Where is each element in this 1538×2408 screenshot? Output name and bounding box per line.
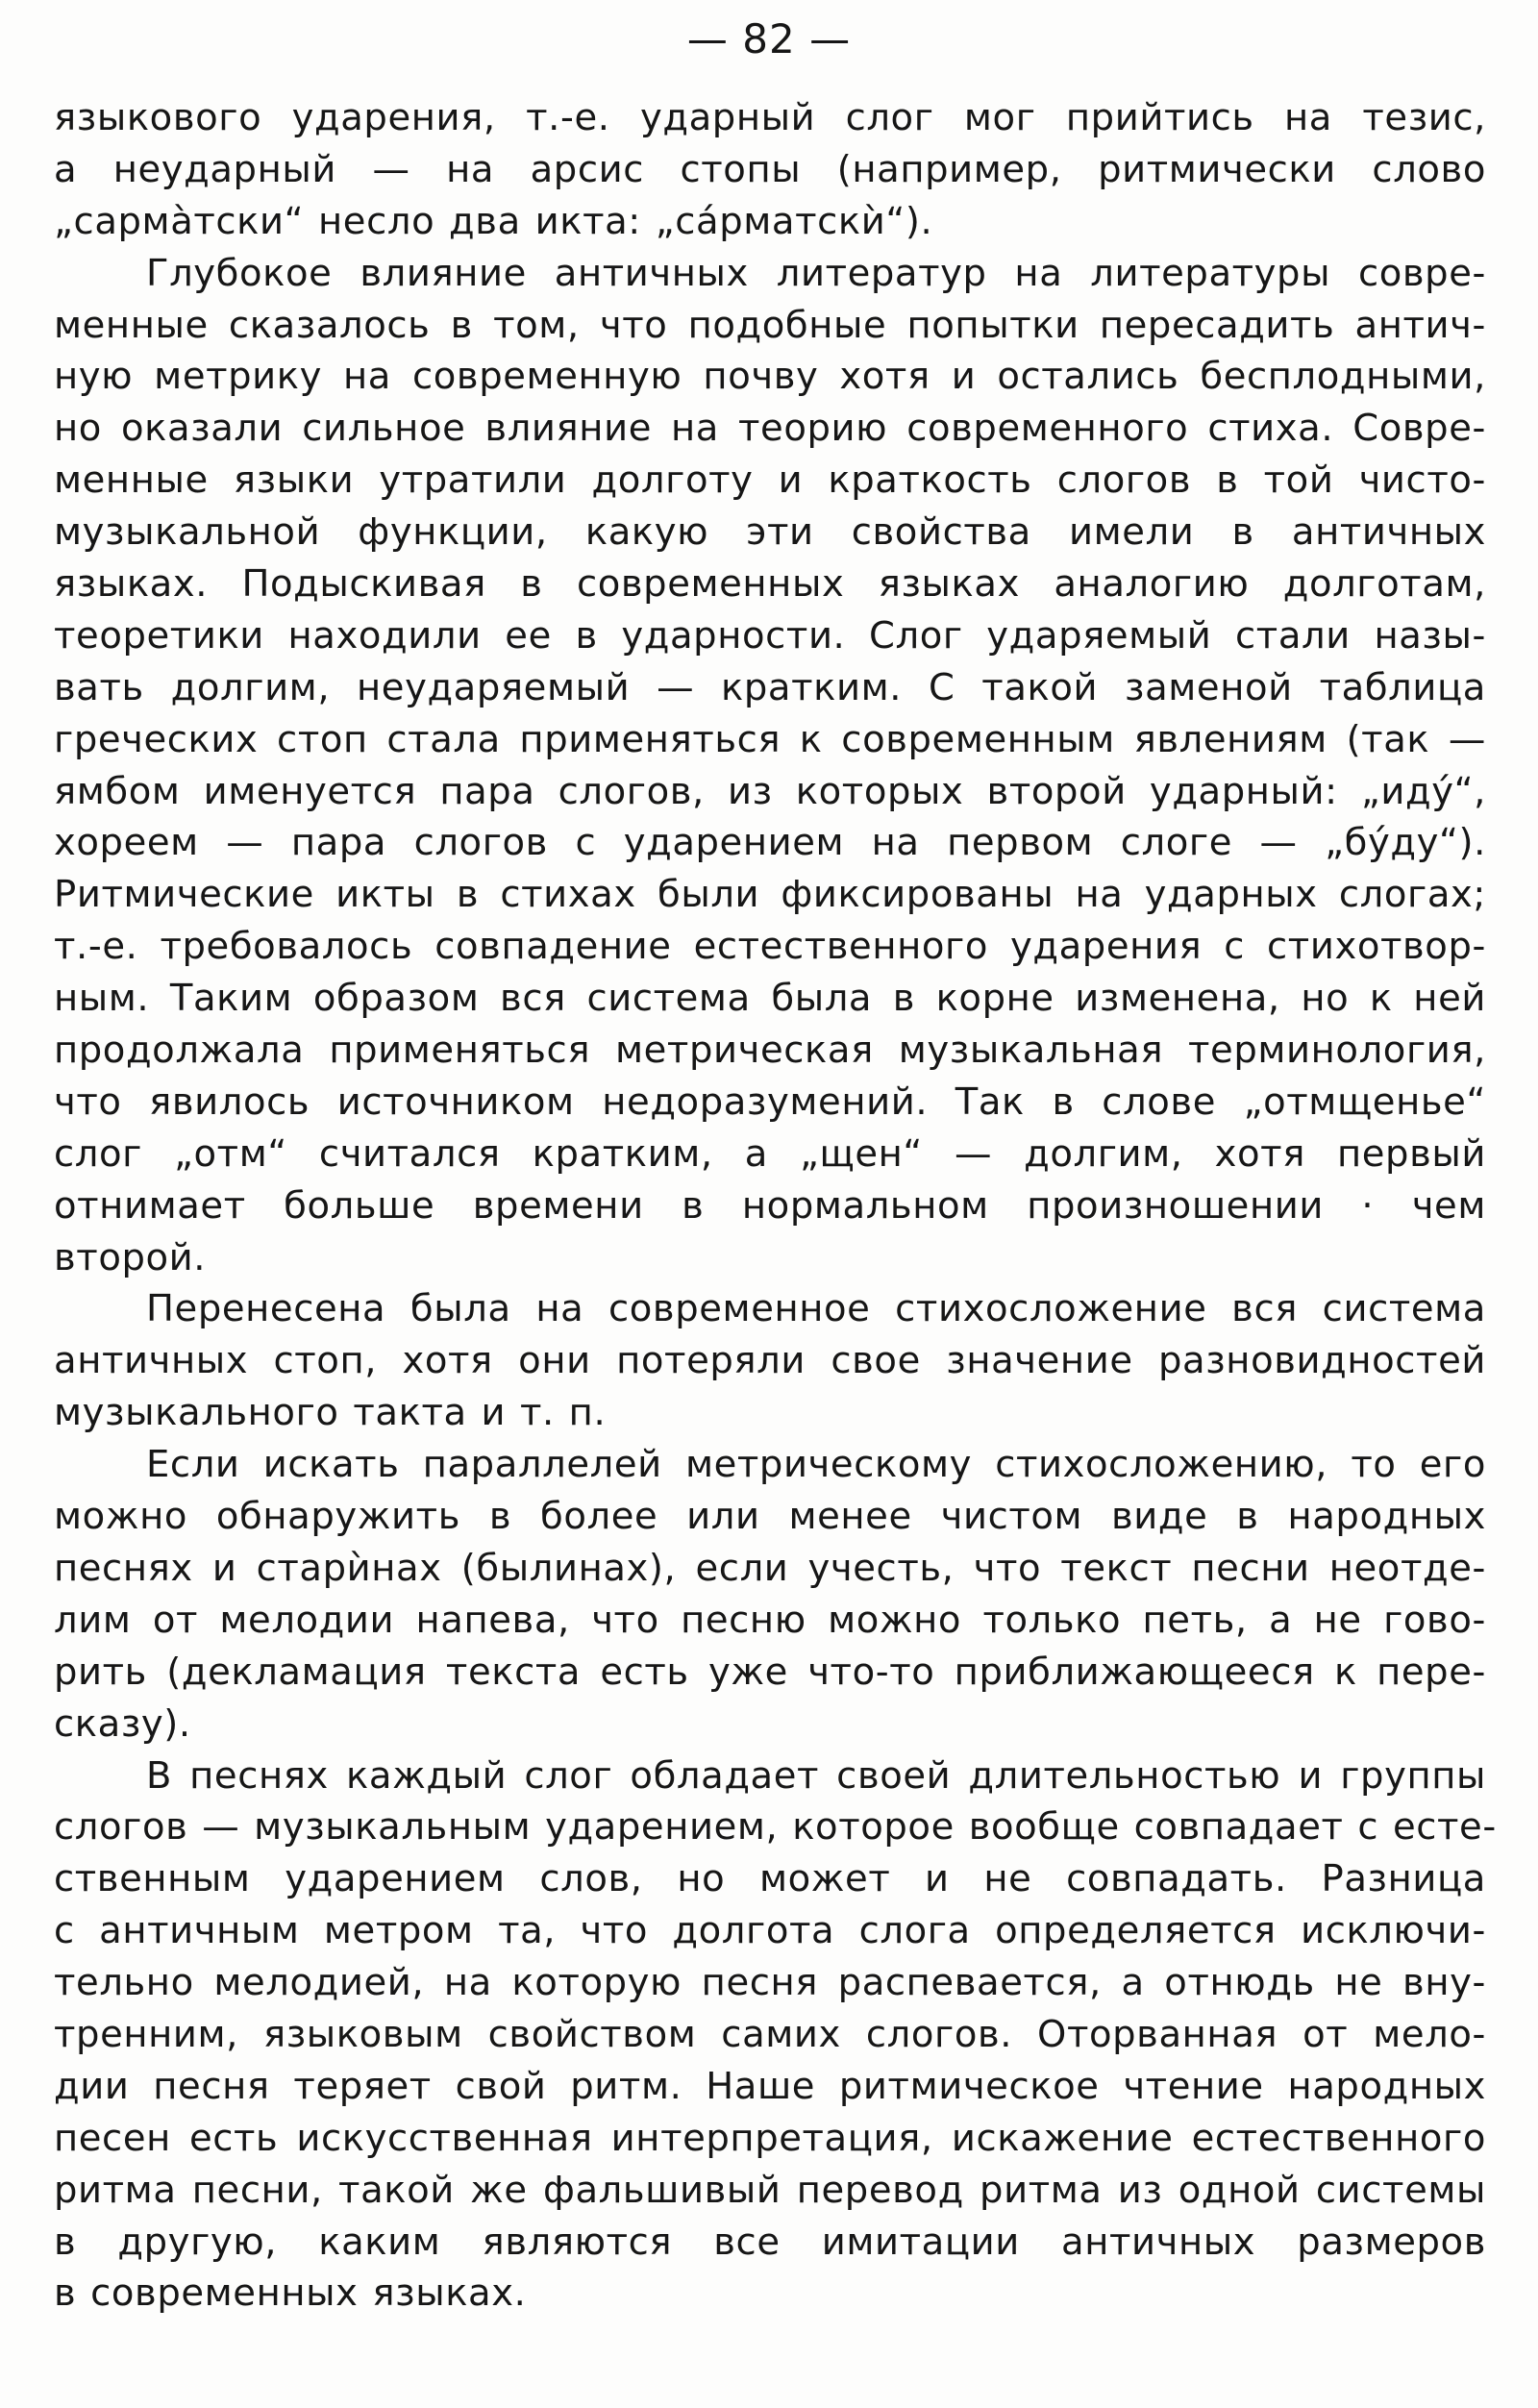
paragraph bbox=[54, 1750, 1497, 2321]
text-line: ственным ударением слов, но может и не совпадать. Разница bbox=[54, 1857, 1486, 1901]
text-line: тельно мелодией, на которую песня распевается, а отнюдь не вну- bbox=[54, 1961, 1486, 2005]
text-line: второй. bbox=[54, 1235, 207, 1279]
text-line: менные языки утратили долготу и краткость слогов в той чисто- bbox=[54, 459, 1486, 503]
text-line: отнимает больше времени в нормальном произношении · чем bbox=[54, 1183, 1486, 1228]
body-text bbox=[54, 92, 1497, 2320]
text-line: песнях и старѝнах (былинах), если учесть, что текст песни неотде- bbox=[54, 1546, 1486, 1590]
text-line: в другую, каким являются все имитации античных размеров bbox=[54, 2220, 1486, 2264]
text-line: а неударный — на арсис стопы (например, ритмически слово bbox=[54, 147, 1486, 191]
text-line: но оказали сильное влияние на теорию современного стиха. Совре- bbox=[54, 407, 1486, 451]
text-line: языкового ударения, т.-е. ударный слог мог прийтись на тезис, bbox=[54, 96, 1486, 139]
text-line: ямбом именуется пара слогов, из которых второй ударный: „идý“, bbox=[54, 769, 1486, 813]
text-line: лим от мелодии напева, что песню можно только петь, а не гово- bbox=[54, 1598, 1486, 1642]
text-line: слогов — музыкальным ударением, которое вообще совпадает с есте- bbox=[54, 1805, 1497, 1849]
paragraph bbox=[54, 92, 1486, 248]
text-line: ритма песни, такой же фальшивый перевод ритма из одной системы bbox=[54, 2168, 1486, 2212]
text-line: с античным метром та, что долгота слога определяется исключи- bbox=[54, 1909, 1486, 1953]
text-line: в современных языках. bbox=[54, 2271, 527, 2316]
paragraph bbox=[54, 248, 1486, 1284]
text-line: тренним, языковым свойством самих слогов. Оторванная от мело- bbox=[54, 2012, 1486, 2056]
text-line: В песнях каждый слог обладает своей длительностью и группы bbox=[146, 1753, 1486, 1798]
text-line: менные сказалось в том, что подобные попытки пересадить антич- bbox=[54, 303, 1486, 347]
text-line: „сармàтски“ несло два икта: „сáрматскѝ“). bbox=[54, 199, 933, 243]
text-line: слог „отм“ считался кратким, а „щен“ — долгим, хотя первый bbox=[54, 1131, 1486, 1176]
text-line: рить (декламация текста есть уже что-то приближающееся к пере- bbox=[54, 1650, 1486, 1694]
text-line: вать долгим, неударяемый — кратким. С такой заменой таблица bbox=[54, 665, 1486, 709]
text-line: песен есть искусственная интерпретация, искажение естественного bbox=[54, 2116, 1486, 2160]
text-line: ную метрику на современную почву хотя и остались бесплодными, bbox=[54, 355, 1486, 399]
text-line: Перенесена была на современное стихосложение вся система bbox=[146, 1287, 1486, 1331]
text-line: Если искать параллелей метрическому стихосложению, то его bbox=[146, 1443, 1486, 1487]
text-line: античных стоп, хотя они потеряли свое значение разновидностей bbox=[54, 1339, 1486, 1383]
text-line: Глубокое влияние античных литератур на литературы совре- bbox=[146, 251, 1486, 295]
text-line: можно обнаружить в более или менее чистом виде в народных bbox=[54, 1495, 1486, 1539]
page-number: — 82 — bbox=[686, 15, 852, 62]
text-line: Ритмические икты в стихах были фиксированы на ударных слогах; bbox=[54, 873, 1486, 917]
paragraph bbox=[54, 1439, 1486, 1750]
text-line: греческих стоп стала применяться к современным явлениям (так — bbox=[54, 717, 1486, 761]
text-line: что явилось источником недоразумений. Так в слове „отмщенье“ bbox=[54, 1080, 1486, 1124]
text-line: дии песня теряет свой ритм. Наше ритмическое чтение народных bbox=[54, 2064, 1486, 2108]
text-line: языках. Подыскивая в современных языках аналогию долготам, bbox=[54, 562, 1486, 607]
text-line: хореем — пара слогов с ударением на первом слоге — „бýду“). bbox=[54, 821, 1486, 865]
paragraph bbox=[54, 1283, 1486, 1439]
text-line: ным. Таким образом вся система была в корне изменена, но к ней bbox=[54, 977, 1486, 1021]
text-line: музыкальной функции, какую эти свойства имели в античных bbox=[54, 510, 1486, 555]
text-line: теоретики находили ее в ударности. Слог ударяемый стали назы- bbox=[54, 613, 1486, 658]
text-line: продолжала применяться метрическая музыкальная терминология, bbox=[54, 1029, 1486, 1073]
text-line: т.-е. требовалось совпадение естественного ударения с стихотвор- bbox=[54, 925, 1486, 969]
text-line: сказу). bbox=[54, 1701, 191, 1746]
text-line: музыкального такта и т. п. bbox=[54, 1391, 607, 1435]
